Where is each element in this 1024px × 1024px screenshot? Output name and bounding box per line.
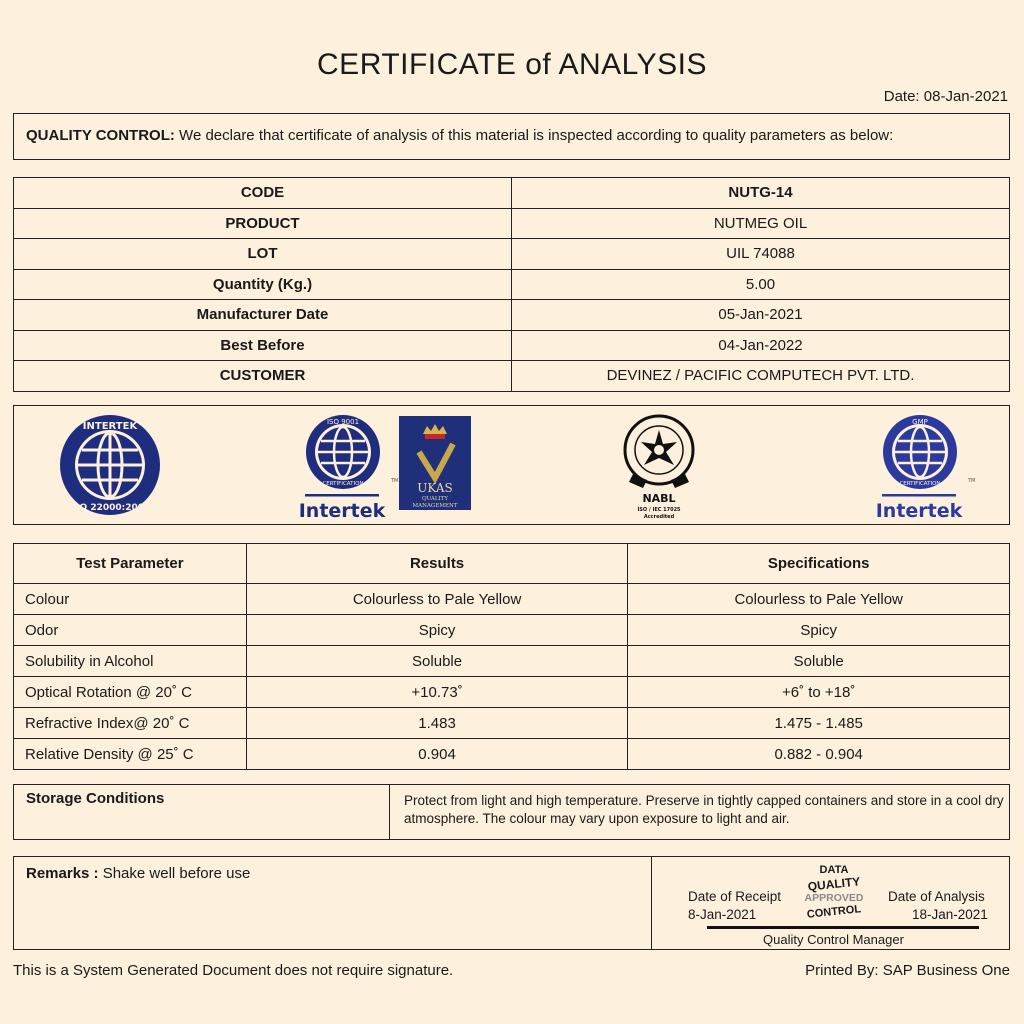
table-row <box>14 739 1010 770</box>
divider <box>651 857 652 949</box>
test-result: 0.904 <box>246 739 628 770</box>
storage-label: Storage Conditions <box>26 790 165 807</box>
test-parameter: Optical Rotation @ 20˚ C <box>14 677 247 708</box>
product-info-table <box>13 177 1010 392</box>
table-row <box>14 361 1010 392</box>
logo-middle-text: CERTIFICATION <box>899 481 941 487</box>
remarks-text: Shake well before use <box>98 865 251 882</box>
logo-name-text: NABL <box>642 492 676 505</box>
footer-note: This is a System Generated Document does not require signature. <box>13 962 454 979</box>
storage-text: Protect from light and high temperature. Preserve in tightly capped containers and store in a cool dry atmosphere. The colour may vary upon exposure to light and air. <box>404 793 1004 826</box>
test-parameter: Relative Density @ 25˚ C <box>14 739 247 770</box>
intertek-gmp-logo <box>876 414 986 522</box>
quality-control-statement <box>13 113 1010 160</box>
logo-top-text: ISO 9001 <box>326 418 360 426</box>
table-row <box>14 269 1010 300</box>
test-parameter: Odor <box>14 615 247 646</box>
test-parameter: Solubility in Alcohol <box>14 646 247 677</box>
logo-line1-text: QUALITY <box>421 496 449 502</box>
info-key: Best Before <box>14 330 512 361</box>
info-value: NUTMEG OIL <box>512 208 1010 239</box>
stamp-line: QUALITY <box>807 874 861 894</box>
signatory-title: Quality Control Manager <box>763 932 904 947</box>
table-row <box>14 208 1010 239</box>
nabl-logo <box>619 412 699 524</box>
table-row <box>14 677 1010 708</box>
logo-bottom-text: ISO 22000:2005 <box>69 503 151 513</box>
info-value: 05-Jan-2021 <box>512 300 1010 331</box>
table-row <box>14 584 1010 615</box>
remarks-section <box>13 856 1010 950</box>
table-row <box>14 615 1010 646</box>
info-key: CODE <box>14 178 512 209</box>
divider <box>389 785 390 839</box>
column-header: Test Parameter <box>14 544 247 584</box>
test-spec: Spicy <box>628 615 1010 646</box>
receipt-date-label: Date of Receipt <box>688 889 782 904</box>
receipt-date-value: 8-Jan-2021 <box>688 907 757 922</box>
table-row <box>14 239 1010 270</box>
test-spec: Soluble <box>628 646 1010 677</box>
trademark-text: TM <box>391 478 399 484</box>
test-parameter: Colour <box>14 584 247 615</box>
logo-middle-text: CERTIFICATION <box>322 481 364 487</box>
table-row <box>14 330 1010 361</box>
logo-line1-text: ISO / IEC 17025 <box>637 507 681 513</box>
info-key: Quantity (Kg.) <box>14 269 512 300</box>
table-header-row <box>14 544 1010 584</box>
storage-conditions <box>13 784 1010 840</box>
page-title: CERTIFICATE of ANALYSIS <box>317 48 707 81</box>
analysis-date-value: 18-Jan-2021 <box>912 907 988 922</box>
document-date: Date: 08-Jan-2021 <box>883 88 1008 105</box>
column-header: Specifications <box>628 544 1010 584</box>
info-key: CUSTOMER <box>14 361 512 392</box>
test-result: Colourless to Pale Yellow <box>246 584 628 615</box>
certification-logos <box>13 405 1010 525</box>
test-spec: 1.475 - 1.485 <box>628 708 1010 739</box>
test-spec: +6˚ to +18˚ <box>628 677 1010 708</box>
test-results-table <box>13 543 1010 770</box>
quality-stamp <box>804 863 864 919</box>
info-value: UIL 74088 <box>512 239 1010 270</box>
logo-name-text: UKAS <box>417 481 453 495</box>
test-result: +10.73˚ <box>246 677 628 708</box>
analysis-date-label: Date of Analysis <box>888 889 985 904</box>
signature-line <box>707 926 979 929</box>
logo-brand-text: Intertek <box>299 500 386 522</box>
column-header: Results <box>246 544 628 584</box>
logo-top-text: INTERTEK <box>82 421 138 432</box>
info-key: PRODUCT <box>14 208 512 239</box>
test-result: 1.483 <box>246 708 628 739</box>
test-spec: 0.882 - 0.904 <box>628 739 1010 770</box>
quality-control-label: QUALITY CONTROL: <box>26 127 175 144</box>
table-row <box>14 300 1010 331</box>
test-result: Spicy <box>246 615 628 646</box>
logo-line2-text: MANAGEMENT <box>412 503 458 509</box>
intertek-iso9001-logo <box>299 414 409 522</box>
stamp-line: DATA <box>819 864 849 876</box>
table-row <box>14 646 1010 677</box>
test-parameter: Refractive Index@ 20˚ C <box>14 708 247 739</box>
test-spec: Colourless to Pale Yellow <box>628 584 1010 615</box>
info-key: Manufacturer Date <box>14 300 512 331</box>
table-row <box>14 178 1010 209</box>
remarks <box>26 865 250 882</box>
stamp-line: CONTROL <box>806 903 862 921</box>
footer-printed-by: Printed By: SAP Business One <box>805 962 1010 979</box>
trademark-text: TM <box>968 478 976 484</box>
quality-control-text: We declare that certificate of analysis of this material is inspected according to quality parameters as below: <box>174 127 894 144</box>
ukas-logo <box>399 416 471 510</box>
test-result: Soluble <box>246 646 628 677</box>
intertek-iso22000-logo <box>54 412 166 518</box>
info-value: 5.00 <box>512 269 1010 300</box>
logo-top-text: GMP <box>912 418 928 426</box>
info-value: DEVINEZ / PACIFIC COMPUTECH PVT. LTD. <box>512 361 1010 392</box>
info-value: NUTG-14 <box>512 178 1010 209</box>
stamp-line: APPROVED <box>804 892 864 904</box>
info-value: 04-Jan-2022 <box>512 330 1010 361</box>
info-key: LOT <box>14 239 512 270</box>
table-row <box>14 708 1010 739</box>
logo-brand-text: Intertek <box>876 500 963 522</box>
logo-line2-text: Accredited <box>643 514 675 520</box>
remarks-label: Remarks : <box>26 865 99 882</box>
